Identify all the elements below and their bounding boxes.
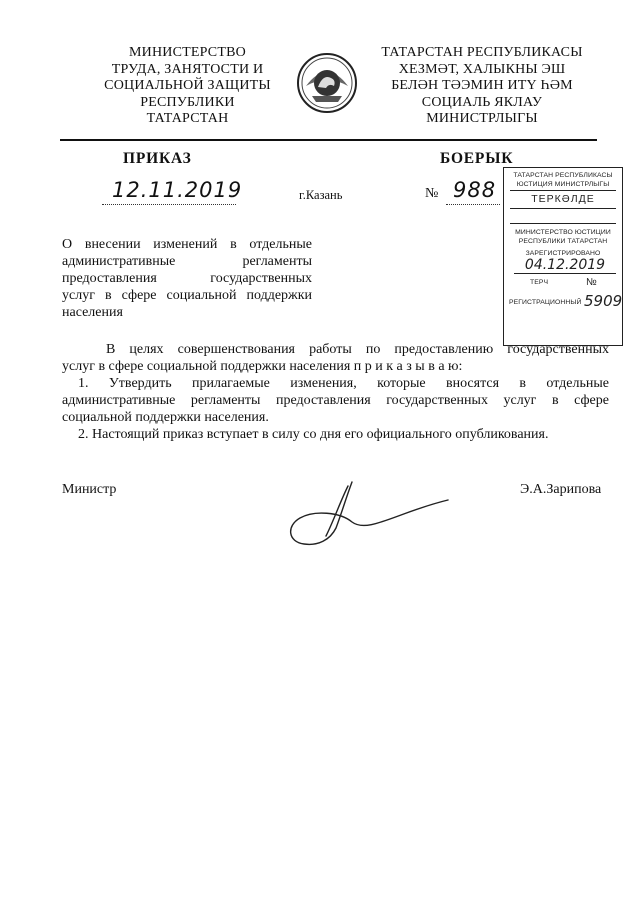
subject-line: населения	[62, 305, 123, 320]
body-intro-line: услуг в сфере социальной поддержки населения п р и к а з ы в а ю:	[62, 359, 463, 374]
header-left-line: ТРУДА, ЗАНЯТОСТИ И	[111, 61, 264, 77]
header-right-line: МИНИСТРЛЫГЫ	[426, 111, 538, 126]
stamp-num-sign: №	[586, 277, 597, 288]
order-city: г.Казань	[299, 188, 343, 202]
header-right-line: ХЕЗМӘТ, ХАЛЫКНЫ ЭШ	[398, 61, 566, 77]
subject-line: О внесении изменений в отдельные	[62, 237, 312, 252]
stamp-registered-tat: ТЕРКӘЛДЕ	[531, 193, 595, 205]
stamp-date: 04.12.2019	[514, 257, 616, 274]
stamp-line: ЮСТИЦИЯ МИНИСТРЛЫГЫ	[516, 181, 610, 188]
header-right-line: ТАТАРСТАН РЕСПУБЛИКАСЫ	[381, 45, 583, 60]
signature-name: Э.А.Зарипова	[520, 482, 602, 497]
order-number-underline	[446, 204, 500, 205]
signature-position: Министр	[62, 482, 117, 497]
subject-line: предоставления государственных	[62, 271, 312, 286]
order-date-underline	[102, 204, 236, 205]
order-subject	[62, 236, 312, 321]
stamp-terch: ТЕРЧ	[530, 279, 549, 286]
stamp-reg-number: 5909	[584, 292, 623, 310]
stamp-divider	[510, 223, 616, 224]
body-item-line: социальной поддержки населения.	[62, 410, 269, 425]
header-right-line: БЕЛӘН ТӘЭМИН ИТҮ ҺӘМ	[391, 78, 573, 93]
stamp-reg-row	[504, 294, 622, 312]
header-left-line: МИНИСТЕРСТВО	[129, 45, 246, 60]
title-prikaz: ПРИКАЗ	[123, 150, 192, 167]
header-left-block	[70, 45, 305, 128]
subject-line: административные регламенты	[62, 254, 312, 269]
tatarstan-emblem-icon	[296, 52, 358, 114]
stamp-reg-label: РЕГИСТРАЦИОННЫЙ	[509, 299, 582, 306]
header-right-block	[362, 45, 602, 128]
body-item-line: 1. Утвердить прилагаемые изменения, которые вносятся в отдельные	[78, 376, 609, 391]
stamp-divider	[510, 190, 616, 191]
handwritten-signature	[278, 478, 458, 550]
header-divider	[60, 139, 597, 141]
order-number-sign: №	[425, 186, 439, 201]
title-boeryk: БОЕРЫК	[440, 150, 514, 167]
body-intro-line: В целях совершенствования работы по предоставлению государственных	[106, 342, 609, 357]
header-left-line: ТАТАРСТАН	[146, 111, 229, 126]
body-item-line: административные регламенты предоставления государственных услуг в сфере	[62, 393, 609, 408]
stamp-line: ЗАРЕГИСТРИРОВАНО	[525, 250, 601, 257]
header-left-line: СОЦИАЛЬНОЙ ЗАЩИТЫ	[104, 78, 271, 93]
header-left-line: РЕСПУБЛИКИ	[140, 94, 235, 110]
order-body	[62, 341, 609, 443]
body-item-line: 2. Настоящий приказ вступает в силу со дня его официального опубликования.	[78, 427, 549, 442]
order-date: 12.11.2019	[112, 178, 243, 202]
stamp-line: ТАТАРСТАН РЕСПУБЛИКАСЫ	[513, 172, 613, 179]
stamp-divider	[510, 208, 616, 209]
stamp-line: МИНИСТЕРСТВО ЮСТИЦИИ	[515, 229, 611, 236]
header-right-line: СОЦИАЛЬ ЯКЛАУ	[421, 94, 543, 110]
subject-line: услуг в сфере социальной поддержки	[62, 288, 312, 303]
registration-stamp	[503, 167, 623, 346]
order-number: 988	[453, 178, 497, 202]
stamp-line: РЕСПУБЛИКИ ТАТАРСТАН	[518, 238, 608, 245]
